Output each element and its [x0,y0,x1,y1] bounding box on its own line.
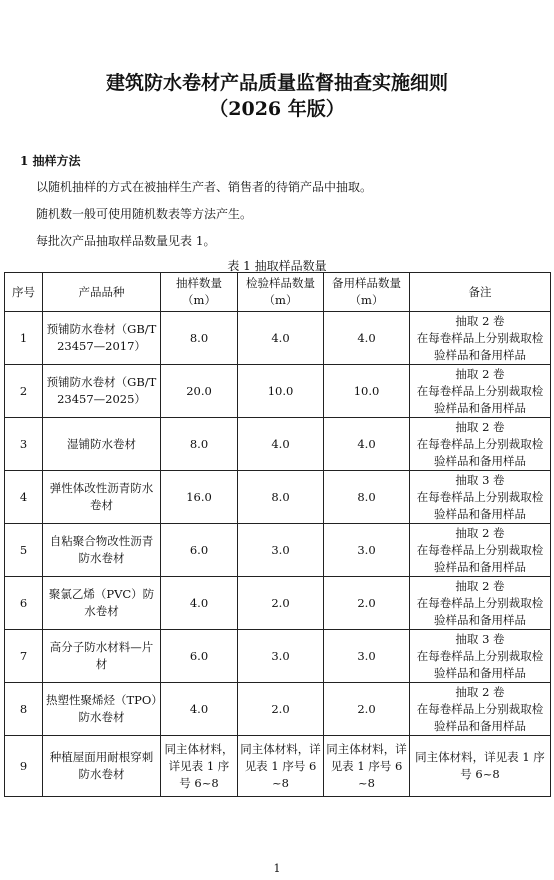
table-cell: 4.0 [238,418,324,471]
table-cell: 3.0 [324,630,410,683]
table-cell: 4 [5,471,43,524]
table-cell: 2.0 [324,683,410,736]
header-cell: 备注 [410,273,551,312]
table-cell: 4.0 [161,683,238,736]
table-cell: 3.0 [238,630,324,683]
table-cell: 10.0 [324,365,410,418]
table-cell: 8.0 [238,471,324,524]
table-cell: 同主体材料，详见表 1 序号 6~8 [324,736,410,797]
table-cell: 7 [5,630,43,683]
table-cell: 8.0 [161,312,238,365]
table-row [5,312,551,365]
header-cell: 备用样品数量（m） [324,273,410,312]
header-cell: 产品品种 [43,273,161,312]
table-row [5,683,551,736]
table-cell: 抽取 3 卷 在每卷样品上分别裁取检验样品和备用样品 [410,630,551,683]
table-cell: 热塑性聚烯烃（TPO）防水卷材 [43,683,161,736]
paragraph: 随机数一般可使用随机数表等方法产生。 [36,207,253,221]
page-number: 1 [273,862,281,875]
table-row [5,524,551,577]
table-cell: 20.0 [161,365,238,418]
table-cell: 5 [5,524,43,577]
table-row [5,630,551,683]
table-cell: 2.0 [238,577,324,630]
table-cell: 抽取 2 卷 在每卷样品上分别裁取检验样品和备用样品 [410,418,551,471]
table-cell: 种植屋面用耐根穿刺防水卷材 [43,736,161,797]
header-cell: 抽样数量（m） [161,273,238,312]
table-cell: 抽取 3 卷 在每卷样品上分别裁取检验样品和备用样品 [410,471,551,524]
table-cell: 湿铺防水卷材 [43,418,161,471]
table-cell: 3.0 [324,524,410,577]
table-row [5,577,551,630]
table-cell: 3 [5,418,43,471]
table-cell: 弹性体改性沥青防水卷材 [43,471,161,524]
table-cell: 抽取 2 卷 在每卷样品上分别裁取检验样品和备用样品 [410,312,551,365]
table-row [5,365,551,418]
sample-quantity-table [4,272,551,797]
table-body [5,312,551,797]
section-heading: 1 抽样方法 [20,154,81,168]
table-cell: 同主体材料，详见表 1 序号 6~8 [410,736,551,797]
table-cell: 同主体材料，详见表 1 序号 6~8 [238,736,324,797]
table-cell: 8 [5,683,43,736]
table-cell: 聚氯乙烯（PVC）防水卷材 [43,577,161,630]
table-header-row [5,273,551,312]
table-cell: 4.0 [324,418,410,471]
table-cell: 4.0 [238,312,324,365]
table-cell: 2 [5,365,43,418]
table-cell: 1 [5,312,43,365]
table-cell: 预铺防水卷材（GB/T 23457—2025） [43,365,161,418]
header-cell: 序号 [5,273,43,312]
paragraph: 以随机抽样的方式在被抽样生产者、销售者的待销产品中抽取。 [36,180,373,194]
table-cell: 9 [5,736,43,797]
table-cell: 2.0 [238,683,324,736]
table-cell: 8.0 [161,418,238,471]
table-row [5,471,551,524]
table-cell: 2.0 [324,577,410,630]
table-cell: 自粘聚合物改性沥青防水卷材 [43,524,161,577]
table-cell: 抽取 2 卷 在每卷样品上分别裁取检验样品和备用样品 [410,683,551,736]
document-edition: （2026 年版） [209,98,345,120]
table-cell: 6 [5,577,43,630]
table-cell: 6.0 [161,630,238,683]
table-cell: 高分子防水材料—片材 [43,630,161,683]
table-cell: 8.0 [324,471,410,524]
header-cell: 检验样品数量（m） [238,273,324,312]
table-cell: 预铺防水卷材（GB/T 23457—2017） [43,312,161,365]
table-cell: 6.0 [161,524,238,577]
table-cell: 抽取 2 卷 在每卷样品上分别裁取检验样品和备用样品 [410,577,551,630]
table-cell: 10.0 [238,365,324,418]
paragraph: 每批次产品抽取样品数量见表 1。 [36,234,216,248]
table-cell: 抽取 2 卷 在每卷样品上分别裁取检验样品和备用样品 [410,524,551,577]
table-cell: 4.0 [161,577,238,630]
table-caption: 表 1 抽取样品数量 [227,259,327,273]
table-row [5,418,551,471]
table-row [5,736,551,797]
table-cell: 抽取 2 卷 在每卷样品上分别裁取检验样品和备用样品 [410,365,551,418]
table-cell: 同主体材料，详见表 1 序号 6~8 [161,736,238,797]
table-cell: 3.0 [238,524,324,577]
table-cell: 4.0 [324,312,410,365]
document-title: 建筑防水卷材产品质量监督抽查实施细则 [105,72,448,94]
table-cell: 16.0 [161,471,238,524]
